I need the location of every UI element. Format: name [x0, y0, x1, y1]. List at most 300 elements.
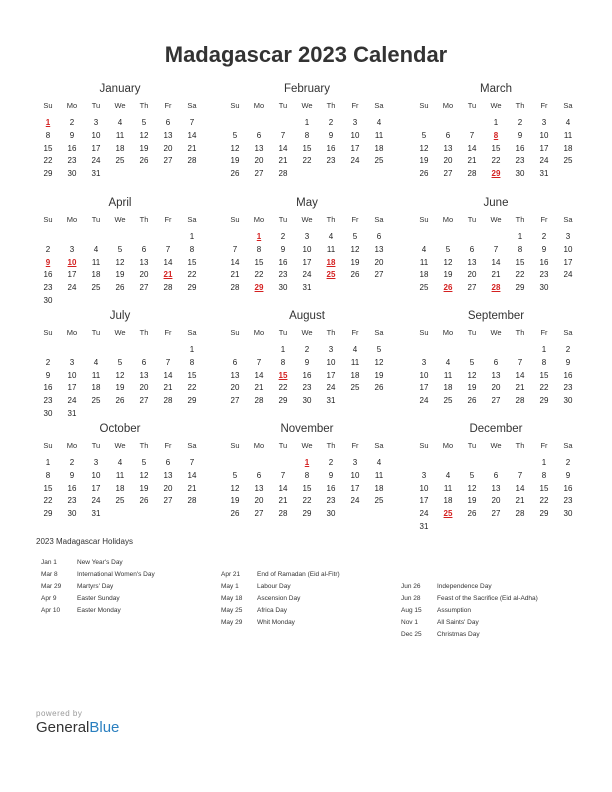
day-cell: 4	[421, 244, 427, 254]
empty-cell	[36, 344, 60, 357]
day-cell: 16	[302, 370, 312, 380]
brand-name	[36, 719, 119, 736]
day-cell: 21	[254, 383, 264, 393]
day-cell: 28	[230, 283, 240, 293]
empty-cell	[84, 344, 108, 357]
day-cell: 19	[230, 156, 240, 166]
holiday-date: Apr 9	[41, 595, 57, 602]
day-cell: 11	[91, 370, 101, 380]
day-cell: 16	[43, 270, 53, 280]
day-cell: 21	[278, 156, 288, 166]
day-cell: 30	[515, 169, 525, 179]
day-cell: 23	[43, 283, 53, 293]
day-cell: 21	[163, 383, 173, 393]
weekday-label: Su	[230, 101, 240, 110]
weekday-label: Sa	[563, 328, 573, 337]
empty-cell	[247, 344, 271, 357]
day-cell: 11	[374, 130, 384, 140]
day-cell: 12	[230, 143, 240, 153]
weekday-header	[412, 439, 580, 453]
holiday-day-cell[interactable]: 21	[163, 270, 173, 280]
holiday-name: Christmas Day	[437, 631, 480, 638]
empty-cell	[436, 457, 460, 470]
day-cell: 14	[278, 143, 288, 153]
day-cell: 16	[563, 370, 573, 380]
day-cell: 20	[254, 496, 264, 506]
day-cell: 21	[278, 496, 288, 506]
weekday-label: Th	[326, 215, 336, 224]
day-cell: 2	[69, 458, 75, 467]
day-cell: 25	[115, 496, 125, 506]
holiday-day-cell[interactable]: 15	[278, 370, 288, 380]
weekday-label: We	[490, 441, 502, 450]
day-cell: 6	[376, 232, 382, 241]
day-cell: 20	[163, 483, 173, 493]
day-cell: 11	[443, 483, 453, 493]
weekday-header	[412, 99, 580, 113]
day-cell: 14	[515, 370, 525, 380]
day-grid	[412, 344, 580, 408]
day-grid	[36, 344, 204, 421]
day-cell: 7	[189, 118, 195, 127]
day-cell: 1	[541, 345, 547, 354]
weekday-label: Mo	[66, 101, 78, 110]
holiday-name: All Saints' Day	[437, 619, 479, 626]
day-cell: 11	[563, 130, 573, 140]
weekday-label: Su	[43, 101, 53, 110]
day-cell: 19	[115, 270, 125, 280]
day-cell: 21	[491, 270, 501, 280]
day-cell: 16	[326, 143, 336, 153]
holiday-day-cell[interactable]: 29	[491, 169, 501, 179]
day-cell: 11	[350, 357, 360, 367]
day-cell: 26	[374, 383, 384, 393]
day-cell: 13	[139, 370, 149, 380]
day-cell: 14	[187, 130, 197, 140]
day-cell: 10	[67, 370, 77, 380]
day-cell: 3	[93, 458, 99, 467]
day-cell: 4	[445, 470, 451, 480]
day-cell: 18	[563, 143, 573, 153]
day-cell: 7	[493, 244, 499, 254]
day-cell: 22	[539, 496, 549, 506]
weekday-label: Th	[139, 215, 149, 224]
holiday-row	[41, 581, 155, 593]
month-december	[412, 422, 580, 534]
weekday-label: Sa	[187, 328, 197, 337]
holiday-day-cell[interactable]: 28	[491, 283, 501, 293]
weekday-label: Fr	[164, 215, 172, 224]
month-name: May	[296, 197, 318, 209]
day-cell: 23	[326, 496, 336, 506]
day-cell: 29	[187, 396, 197, 406]
weekday-label: Th	[326, 328, 336, 337]
day-cell: 28	[278, 169, 288, 179]
day-cell: 13	[139, 257, 149, 267]
weekday-label: We	[114, 441, 126, 450]
day-cell: 27	[163, 496, 173, 506]
day-cell: 10	[419, 483, 429, 493]
weekday-header	[36, 439, 204, 453]
weekday-label: Mo	[253, 441, 265, 450]
month-september	[412, 309, 580, 408]
day-cell: 15	[302, 143, 312, 153]
weekday-label: We	[301, 101, 313, 110]
empty-cell	[223, 344, 247, 357]
weekday-label: We	[301, 441, 313, 450]
day-cell: 5	[117, 357, 123, 367]
holiday-day-cell[interactable]: 9	[45, 257, 51, 267]
day-cell: 10	[350, 130, 360, 140]
day-cell: 26	[467, 396, 477, 406]
day-cell: 25	[91, 396, 101, 406]
day-cell: 7	[517, 470, 523, 480]
day-cell: 10	[302, 244, 312, 254]
day-cell: 7	[165, 357, 171, 367]
holiday-day-cell[interactable]: 10	[67, 257, 77, 267]
day-cell: 15	[187, 257, 197, 267]
holiday-date: Nov 1	[401, 619, 418, 626]
empty-cell	[484, 344, 508, 357]
weekday-label: Mo	[253, 215, 265, 224]
day-cell: 26	[115, 283, 125, 293]
day-cell: 18	[115, 483, 125, 493]
day-cell: 2	[69, 118, 75, 127]
weekday-label: Tu	[278, 101, 288, 110]
day-cell: 29	[539, 396, 549, 406]
day-cell: 20	[491, 496, 501, 506]
day-cell: 8	[45, 130, 51, 140]
day-cell: 20	[467, 270, 477, 280]
day-cell: 3	[421, 357, 427, 367]
day-cell: 22	[302, 496, 312, 506]
holiday-date: Jan 1	[41, 559, 57, 566]
weekday-label: Sa	[563, 441, 573, 450]
holiday-day-cell[interactable]: 25	[326, 270, 336, 280]
day-cell: 30	[43, 295, 53, 305]
weekday-label: Fr	[540, 101, 548, 110]
day-cell: 23	[515, 156, 525, 166]
weekday-label: Tu	[467, 101, 477, 110]
holiday-day-cell[interactable]: 1	[45, 118, 51, 127]
weekday-label: We	[490, 328, 502, 337]
day-grid	[223, 344, 391, 408]
day-cell: 7	[517, 357, 523, 367]
holiday-name: Martyrs' Day	[77, 583, 114, 590]
holiday-day-cell[interactable]: 29	[254, 283, 264, 293]
weekday-label: Mo	[66, 441, 78, 450]
brand-name-part2: Blue	[89, 719, 120, 736]
month-name: June	[483, 197, 509, 209]
day-cell: 18	[91, 383, 101, 393]
day-cell: 12	[350, 244, 360, 254]
day-cell: 9	[328, 130, 334, 140]
empty-cell	[460, 344, 484, 357]
day-cell: 22	[491, 156, 501, 166]
day-cell: 27	[254, 509, 264, 519]
day-cell: 25	[374, 496, 384, 506]
day-cell: 8	[304, 470, 310, 480]
day-cell: 18	[115, 143, 125, 153]
day-cell: 3	[352, 458, 358, 467]
month-name: November	[280, 423, 334, 435]
day-cell: 19	[443, 270, 453, 280]
day-cell: 21	[467, 156, 477, 166]
day-cell: 5	[141, 458, 147, 467]
day-cell: 31	[302, 283, 312, 293]
day-cell: 19	[230, 496, 240, 506]
day-cell: 26	[419, 169, 429, 179]
weekday-label: Tu	[278, 441, 288, 450]
day-cell: 25	[91, 283, 101, 293]
day-cell: 17	[91, 483, 101, 493]
weekday-label: Th	[139, 328, 149, 337]
holiday-row	[41, 593, 155, 605]
month-name: January	[99, 83, 141, 95]
day-cell: 6	[232, 357, 238, 367]
holiday-column	[41, 557, 155, 617]
day-cell: 4	[117, 458, 123, 467]
day-cell: 1	[493, 118, 499, 127]
day-cell: 27	[443, 169, 453, 179]
empty-cell	[436, 117, 460, 130]
weekday-label: Tu	[91, 441, 101, 450]
weekday-label: Sa	[187, 441, 197, 450]
day-cell: 31	[91, 509, 101, 519]
holiday-day-cell[interactable]: 8	[493, 130, 499, 140]
weekday-label: Sa	[374, 215, 384, 224]
day-cell: 17	[350, 143, 360, 153]
weekday-label: Tu	[467, 215, 477, 224]
weekday-label: Th	[139, 101, 149, 110]
empty-cell	[436, 344, 460, 357]
empty-cell	[84, 231, 108, 244]
day-cell: 3	[69, 357, 75, 367]
day-cell: 14	[187, 470, 197, 480]
weekday-label: Sa	[563, 215, 573, 224]
day-cell: 27	[467, 283, 477, 293]
day-cell: 21	[515, 496, 525, 506]
day-cell: 12	[139, 470, 149, 480]
day-cell: 19	[467, 496, 477, 506]
day-cell: 19	[139, 483, 149, 493]
empty-cell	[60, 344, 84, 357]
day-cell: 21	[187, 483, 197, 493]
day-cell: 15	[302, 483, 312, 493]
day-cell: 22	[254, 270, 264, 280]
day-cell: 23	[326, 156, 336, 166]
day-cell: 1	[517, 232, 523, 241]
empty-cell	[223, 231, 247, 244]
day-cell: 14	[163, 257, 173, 267]
weekday-label: Tu	[278, 328, 288, 337]
month-june	[412, 196, 580, 295]
day-cell: 2	[565, 458, 571, 467]
day-cell: 2	[280, 232, 286, 241]
day-cell: 27	[254, 169, 264, 179]
day-cell: 15	[491, 143, 501, 153]
holiday-date: Jun 26	[401, 583, 421, 590]
day-cell: 8	[189, 244, 195, 254]
empty-cell	[247, 117, 271, 130]
day-cell: 26	[139, 156, 149, 166]
month-name: September	[467, 310, 525, 322]
day-cell: 24	[350, 496, 360, 506]
weekday-header	[36, 99, 204, 113]
weekday-label: Su	[419, 441, 429, 450]
day-cell: 10	[350, 470, 360, 480]
day-cell: 27	[230, 396, 240, 406]
day-cell: 29	[515, 283, 525, 293]
day-grid	[223, 231, 391, 295]
weekday-label: Tu	[278, 215, 288, 224]
day-cell: 18	[350, 370, 360, 380]
weekday-header	[223, 213, 391, 227]
day-cell: 25	[374, 156, 384, 166]
day-cell: 4	[376, 118, 382, 127]
holiday-day-cell[interactable]: 25	[443, 509, 453, 519]
day-cell: 22	[302, 156, 312, 166]
day-cell: 20	[374, 257, 384, 267]
day-cell: 1	[189, 232, 195, 241]
day-cell: 9	[69, 130, 75, 140]
day-cell: 17	[326, 370, 336, 380]
day-cell: 31	[67, 408, 77, 418]
holiday-name: End of Ramadan (Eid al-Fitr)	[257, 571, 340, 578]
weekday-label: Sa	[374, 328, 384, 337]
weekday-label: We	[114, 101, 126, 110]
weekday-label: Su	[230, 328, 240, 337]
day-cell: 15	[515, 257, 525, 267]
weekday-label: We	[114, 215, 126, 224]
day-cell: 8	[45, 470, 51, 480]
holiday-row	[401, 605, 538, 617]
day-grid	[36, 457, 204, 521]
weekday-label: Mo	[442, 215, 454, 224]
weekday-label: Sa	[374, 441, 384, 450]
day-cell: 31	[539, 169, 549, 179]
holiday-row	[221, 605, 340, 617]
day-cell: 13	[491, 483, 501, 493]
weekday-label: Mo	[66, 328, 78, 337]
month-july	[36, 309, 204, 421]
holiday-date: May 25	[221, 607, 243, 614]
weekday-header	[412, 213, 580, 227]
day-cell: 2	[45, 357, 51, 367]
day-cell: 11	[91, 257, 101, 267]
weekday-label: Sa	[374, 101, 384, 110]
day-cell: 22	[278, 383, 288, 393]
weekday-header	[36, 213, 204, 227]
day-cell: 11	[443, 370, 453, 380]
brand-logo[interactable]	[36, 709, 119, 736]
day-cell: 31	[91, 169, 101, 179]
holiday-date: Jun 28	[401, 595, 421, 602]
day-cell: 27	[163, 156, 173, 166]
holiday-name: Assumption	[437, 607, 471, 614]
empty-cell	[412, 344, 436, 357]
holiday-day-cell[interactable]: 18	[326, 257, 336, 267]
day-cell: 26	[230, 169, 240, 179]
empty-cell	[484, 231, 508, 244]
day-cell: 23	[67, 496, 77, 506]
day-cell: 8	[517, 244, 523, 254]
day-cell: 28	[163, 396, 173, 406]
day-cell: 14	[254, 370, 264, 380]
day-cell: 22	[43, 496, 53, 506]
day-cell: 25	[443, 396, 453, 406]
day-cell: 1	[45, 458, 51, 467]
day-cell: 5	[469, 470, 475, 480]
weekday-label: Su	[230, 441, 240, 450]
day-cell: 6	[445, 130, 451, 140]
day-cell: 17	[67, 383, 77, 393]
day-cell: 24	[67, 396, 77, 406]
day-cell: 28	[163, 283, 173, 293]
weekday-header	[223, 99, 391, 113]
month-name: August	[289, 310, 325, 322]
day-cell: 10	[563, 244, 573, 254]
day-cell: 17	[91, 143, 101, 153]
day-cell: 2	[328, 118, 334, 127]
weekday-label: We	[301, 328, 313, 337]
day-cell: 9	[45, 370, 51, 380]
day-cell: 28	[515, 509, 525, 519]
day-cell: 2	[541, 232, 547, 241]
weekday-label: Su	[419, 215, 429, 224]
day-cell: 12	[115, 370, 125, 380]
holiday-day-cell[interactable]: 1	[256, 232, 262, 241]
day-cell: 30	[302, 396, 312, 406]
holiday-row	[221, 569, 340, 581]
empty-cell	[132, 231, 156, 244]
holiday-row	[221, 581, 340, 593]
day-cell: 1	[304, 118, 310, 127]
day-cell: 6	[256, 470, 262, 480]
day-cell: 15	[539, 483, 549, 493]
weekday-header	[223, 326, 391, 340]
day-cell: 3	[541, 118, 547, 127]
day-cell: 13	[254, 483, 264, 493]
weekday-label: Th	[139, 441, 149, 450]
day-cell: 6	[469, 244, 475, 254]
day-cell: 30	[563, 509, 573, 519]
holiday-day-cell[interactable]: 26	[443, 283, 453, 293]
day-cell: 14	[163, 370, 173, 380]
day-cell: 8	[256, 244, 262, 254]
empty-cell	[247, 457, 271, 470]
day-cell: 18	[443, 383, 453, 393]
holiday-date: Mar 8	[41, 571, 58, 578]
holiday-day-cell[interactable]: 1	[304, 458, 310, 467]
day-cell: 23	[67, 156, 77, 166]
day-cell: 20	[139, 383, 149, 393]
empty-cell	[271, 457, 295, 470]
day-cell: 16	[515, 143, 525, 153]
day-cell: 28	[187, 496, 197, 506]
day-cell: 4	[445, 357, 451, 367]
month-january	[36, 82, 204, 181]
holiday-name: New Year's Day	[77, 559, 123, 566]
weekday-label: Mo	[253, 101, 265, 110]
weekday-label: Su	[419, 328, 429, 337]
day-cell: 6	[141, 357, 147, 367]
holiday-name: Independence Day	[437, 583, 492, 590]
day-cell: 5	[232, 470, 238, 480]
holiday-name: Feast of the Sacrifice (Eid al-Adha)	[437, 595, 538, 602]
empty-cell	[436, 231, 460, 244]
day-grid	[36, 117, 204, 181]
